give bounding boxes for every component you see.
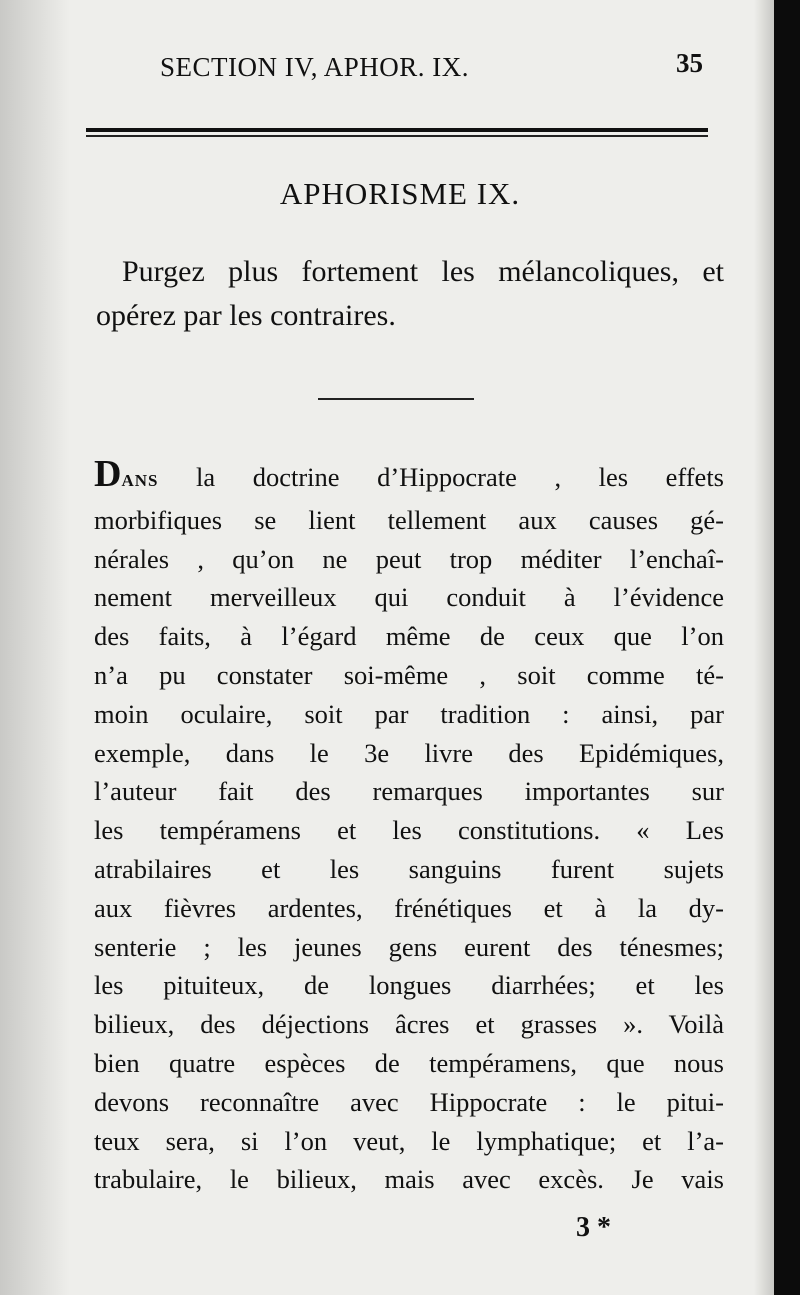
body-line: devons reconnaître avec Hippocrate : le pitui-: [94, 1086, 724, 1117]
body-line: moin oculaire, soit par tradition : ainsi, par: [94, 698, 724, 729]
body-line: bilieux, des déjections âcres et grasses ». Voilà: [94, 1009, 724, 1040]
section-divider-rule: [318, 398, 474, 400]
header-double-rule: [86, 128, 708, 138]
aphorism-text: Purgez plus fortement les mélancoliques, et opérez par les contraires.: [96, 255, 724, 332]
commentary-body: [94, 453, 724, 1199]
body-line: les pituiteux, de longues diarrhées; et les: [94, 970, 724, 1001]
body-line: l’auteur fait des remarques importantes sur: [94, 776, 724, 807]
aphorism-title: APHORISME IX.: [279, 176, 521, 211]
signature-mark: 3 *: [576, 1212, 611, 1243]
body-line: nérales , qu’on ne peut trop méditer l’enchaî-: [94, 543, 724, 574]
body-line: exemple, dans le 3e livre des Epidémiques,: [94, 737, 724, 768]
running-head: SECTION IV, APHOR. IX.: [160, 52, 470, 82]
body-line: atrabilaires et les sanguins furent sujets: [94, 853, 724, 884]
body-line: trabulaire, le bilieux, mais avec excès. Je vais: [94, 1164, 724, 1195]
body-line: les tempéramens et les constitutions. « Les: [94, 815, 724, 846]
first-word-smallcaps: ANS: [121, 471, 159, 490]
body-line: nement merveilleux qui conduit à l’évidence: [94, 582, 724, 613]
header-rule-thick: [86, 128, 708, 132]
body-line: [94, 453, 724, 501]
body-line: senterie ; les jeunes gens eurent des ténesmes;: [94, 931, 724, 962]
body-line: bien quatre espèces de tempéramens, que nous: [94, 1047, 724, 1078]
body-line: n’a pu constater soi-même , soit comme té-: [94, 659, 724, 690]
body-line: morbifiques se lient tellement aux causes gé-: [94, 504, 724, 535]
body-line-text: la doctrine d’Hippocrate , les effets: [158, 462, 724, 492]
page-number: 35: [676, 48, 703, 78]
body-line: teux sera, si l’on veut, le lymphatique; et l’a-: [94, 1125, 724, 1156]
body-line: aux fièvres ardentes, frénétiques et à la dy-: [94, 892, 724, 923]
header-rule-thin: [86, 135, 708, 137]
body-line: des faits, à l’égard même de ceux que l’on: [94, 621, 724, 652]
drop-capital: D: [94, 453, 122, 495]
